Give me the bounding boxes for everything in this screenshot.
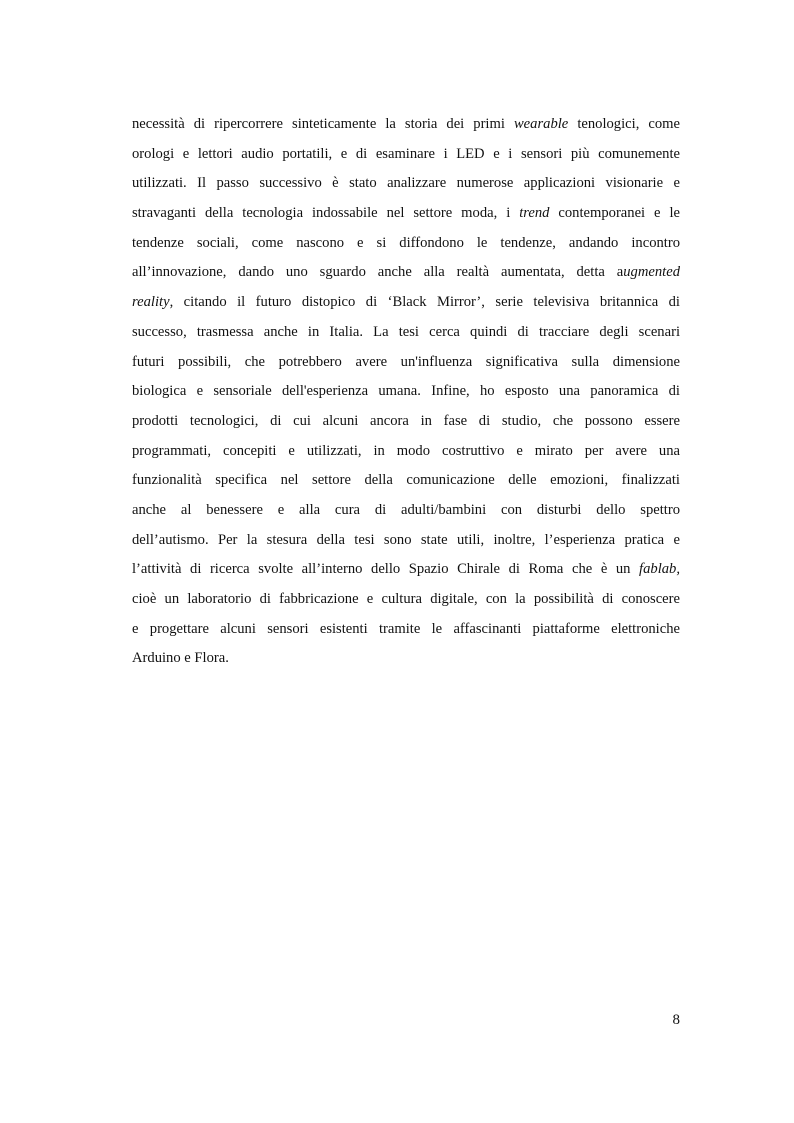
text-line: prodotti tecnologici, di cui alcuni ancora in fase di studio, che possono essere bbox=[132, 412, 680, 429]
text-line: successo, trasmessa anche in Italia. La tesi cerca quindi di tracciare degli scenari bbox=[132, 323, 680, 340]
page-number: 8 bbox=[672, 1012, 680, 1028]
text-line: futuri possibili, che potrebbero avere un'influenza significativa sulla dimensione bbox=[132, 353, 680, 370]
text-line: necessità di ripercorrere sinteticamente la storia dei primi wearable tenologici, come bbox=[132, 116, 680, 132]
text-line: funzionalità specifica nel settore della comunicazione delle emozioni, finalizzati bbox=[132, 472, 680, 489]
text-line: tendenze sociali, come nascono e si diffondono le tendenze, andando incontro bbox=[132, 234, 680, 251]
text-line: reality, citando il futuro distopico di ‘Black Mirror’, serie televisiva britannica di bbox=[132, 294, 680, 311]
text-line: biologica e sensoriale dell'esperienza umana. Infine, ho esposto una panoramica di bbox=[132, 383, 680, 400]
text-line: dell’autismo. Per la stesura della tesi sono state utili, inoltre, l’esperienza pratica e bbox=[132, 531, 680, 548]
text-line: all’innovazione, dando uno sguardo anche alla realtà aumentata, detta augmented bbox=[132, 264, 680, 281]
text-line: cioè un laboratorio di fabbricazione e cultura digitale, con la possibilità di conoscere bbox=[132, 591, 680, 607]
text-line: Arduino e Flora. bbox=[132, 650, 229, 667]
text-line: orologi e lettori audio portatili, e di esaminare i LED e i sensori più comunemente bbox=[132, 145, 680, 162]
text-line: e progettare alcuni sensori esistenti tramite le affascinanti piattaforme elettroniche bbox=[132, 620, 680, 637]
text-line: programmati, concepiti e utilizzati, in modo costruttivo e mirato per avere una bbox=[132, 442, 680, 459]
text-line: stravaganti della tecnologia indossabile nel settore moda, i trend contemporanei e le bbox=[132, 205, 680, 222]
text-line: anche al benessere e alla cura di adulti/bambini con disturbi dello spettro bbox=[132, 501, 680, 518]
text-line: utilizzati. Il passo successivo è stato analizzare numerose applicazioni visionarie e bbox=[132, 175, 680, 192]
body-paragraph bbox=[132, 110, 680, 674]
text-line: l’attività di ricerca svolte all’interno dello Spazio Chirale di Roma che è un fablab, bbox=[132, 561, 680, 578]
